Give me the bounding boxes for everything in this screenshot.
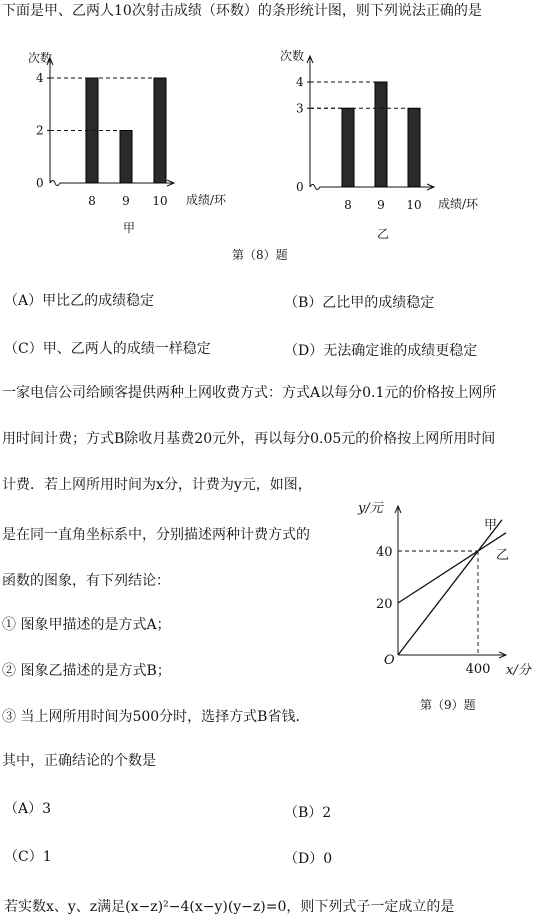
yi-bar-9 — [375, 82, 387, 187]
chart-yi-title: 乙 — [377, 227, 390, 241]
chart-billing — [354, 492, 552, 682]
yi-xtick-9: 9 — [377, 198, 385, 212]
jia-bar-10 — [154, 78, 166, 183]
billing-series-label-1: 乙 — [496, 548, 510, 563]
chart-billing-xlabel: x/分 — [506, 663, 531, 678]
q9-line-4: 是在同一直角坐标系中，分别描述两种计费方式的 — [2, 527, 310, 543]
chart-billing-ylabel: y/元 — [358, 501, 383, 516]
jia-ytick-1: 2 — [36, 123, 44, 138]
chart-jia-title: 甲 — [123, 221, 136, 235]
yi-ytick-1: 3 — [296, 101, 304, 116]
jia-ytick-0: 0 — [36, 176, 44, 190]
q9-line-5: 函数的图象，有下列结论： — [2, 573, 170, 589]
chart-billing-origin: O — [384, 653, 395, 668]
q8-option-a: （A）甲比乙的成绩稳定 — [4, 293, 155, 309]
q9-line-2: 用时间计费；方式B除收月基费20元外，再以每分0.05元的价格按上网所用时间 — [2, 431, 496, 447]
q8-option-c: （C）甲、乙两人的成绩一样稳定 — [4, 341, 211, 357]
chart-jia-ylabel: 次数 — [28, 51, 53, 65]
q9-option-d: （D）0 — [284, 851, 333, 867]
yi-ytick-2: 4 — [296, 75, 304, 89]
billing-series-1 — [398, 533, 506, 603]
billing-ytick-1: 40 — [376, 545, 393, 560]
billing-xtick-0: 400 — [465, 662, 491, 677]
q9-option-c: （C）1 — [4, 849, 52, 865]
billing-ytick-0: 20 — [376, 597, 393, 612]
chart-billing-plot — [376, 506, 509, 677]
jia-xtick-8: 8 — [88, 194, 96, 208]
jia-xtick-10: 10 — [152, 194, 168, 208]
q9-conclusion-2: ② 图象乙描述的是方式B； — [2, 663, 171, 679]
yi-xtick-10: 10 — [406, 198, 422, 212]
chart-jia-xlabel: 成绩/环 — [186, 193, 227, 207]
chart-yi-xlabel: 成绩/环 — [438, 197, 479, 211]
yi-bar-8 — [342, 108, 354, 187]
chart-yi-plot — [296, 56, 434, 212]
jia-ytick-2: 4 — [36, 71, 44, 85]
yi-ytick-0: 0 — [296, 180, 304, 194]
jia-bar-9 — [120, 131, 132, 184]
q9-caption: 第（9）题 — [420, 698, 476, 712]
chart-yi-ylabel: 次数 — [280, 49, 305, 63]
chart-jia — [10, 40, 270, 240]
yi-bar-10 — [408, 108, 420, 187]
q9-conclusion-3: ③ 当上网所用时间为500分时，选择方式B省钱． — [2, 709, 310, 725]
chart-yi — [270, 40, 552, 245]
q9-line-3: 计费．若上网所用时间为x分，计费为y元，如图， — [2, 477, 312, 493]
jia-xtick-9: 9 — [122, 194, 130, 208]
q9-conclusion-1: ① 图象甲描述的是方式A； — [2, 617, 171, 633]
q10-stem: 若实数x、y、z满足(x−z)²−4(x−y)(y−z)=0，则下列式子一定成立的是 — [4, 899, 455, 915]
q9-question: 其中，正确结论的个数是 — [2, 753, 156, 769]
q9-option-b: （B）2 — [284, 805, 332, 821]
q8-option-b: （B）乙比甲的成绩稳定 — [284, 295, 435, 311]
q8-caption: 第（8）题 — [232, 248, 288, 262]
chart-jia-plot — [36, 58, 174, 208]
billing-series-label-0: 甲 — [484, 518, 498, 533]
q8-option-d: （D）无法确定谁的成绩更稳定 — [284, 343, 478, 359]
yi-xtick-8: 8 — [344, 198, 352, 212]
q9-line-1: 一家电信公司给顾客提供两种上网收费方式：方式A以每分0.1元的价格按上网所 — [2, 385, 497, 401]
q9-option-a: （A）3 — [4, 801, 52, 817]
billing-series-0 — [398, 520, 502, 655]
q8-stem: 下面是甲、乙两人10次射击成绩（环数）的条形统计图，则下列说法正确的是 — [2, 3, 482, 19]
